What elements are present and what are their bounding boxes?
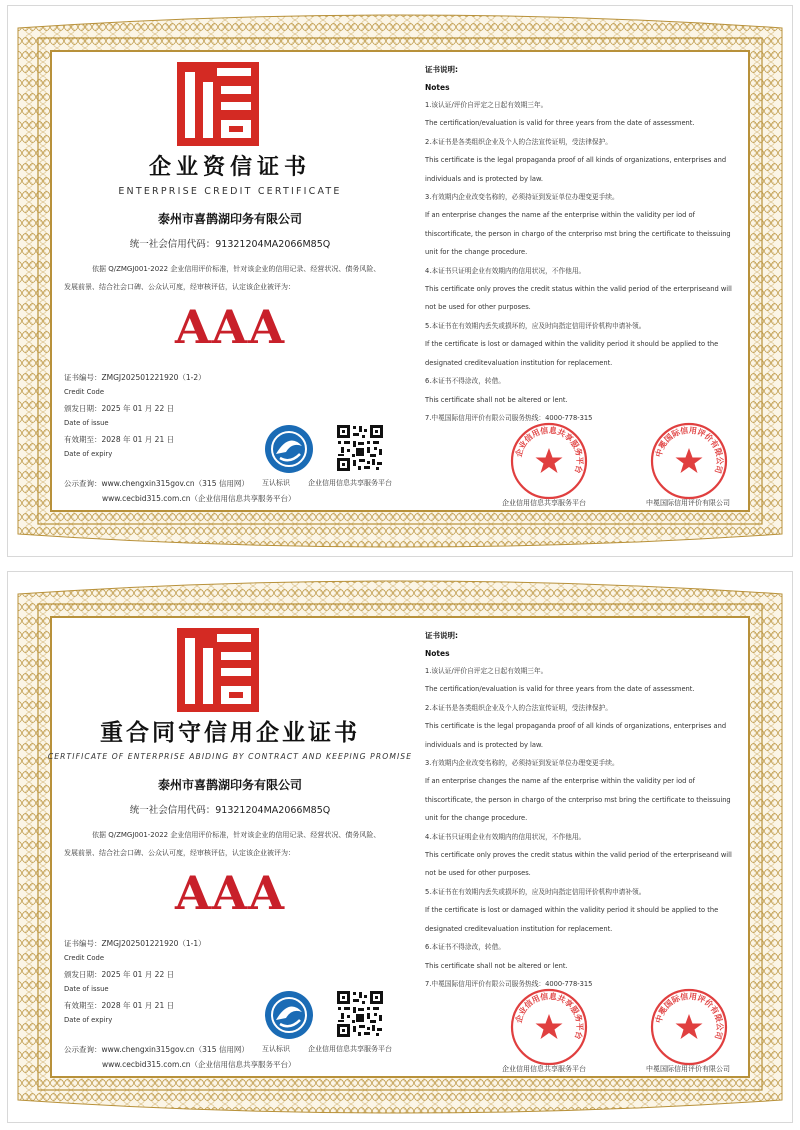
notes-line: The certification/evaluation is valid for three years from the date of assessment. [425, 119, 695, 128]
expiry-date-en: Date of expiry [64, 450, 113, 459]
notes-line: If the certificate is lost or damaged within the validity period it should be applied to the [425, 340, 719, 349]
query-line-2: www.cecbid315.com.cn（企业信用信息共享服务平台） [102, 1060, 296, 1069]
certificate-body [47, 616, 750, 1078]
mutual-recognition-emblem-icon [264, 990, 314, 1040]
notes-line: If an enterprise changes the name af the enterprise within the validity per iod of [425, 211, 695, 220]
notes-line: This certificate is the legal propaganda proof of all kinds of organizations, enterprises and [425, 156, 727, 165]
notes-title: 证书说明: [425, 65, 458, 74]
notes-line: 1.该认证/评价自评定之日起有效期三年。 [425, 101, 548, 109]
credit-rating: AAA [174, 866, 286, 920]
notes-line: not be used for other purposes. [425, 303, 531, 312]
certificate-meta [64, 936, 206, 1028]
query-line-2: www.cecbid315.com.cn（企业信用信息共享服务平台） [102, 494, 296, 503]
notes-line: 6.本证书不得涂改，转借。 [425, 377, 505, 386]
basis-text-line1: 依据 Q/ZMGJ001-2022 企业信用评价标准，针对该企业的信用记录、经营状况、债务风险、 [92, 831, 381, 839]
qr-code-icon[interactable] [336, 990, 384, 1038]
svg-text:企业信用信息共享服务平台: 企业信用信息共享服务平台 [514, 991, 585, 1041]
issue-date: 颁发日期：2025 年 01 月 22 日 [64, 969, 175, 979]
notes-line: unit for the change procedure. [425, 814, 528, 823]
notes-line: If an enterprise changes the name af the enterprise within the validity per iod of [425, 777, 695, 786]
notes-line: designated creditevaluation institution for replacement. [425, 924, 613, 933]
notes-line: This certificate is the legal propaganda proof of all kinds of organizations, enterprises and [425, 722, 727, 731]
issue-date-en: Date of issue [64, 985, 109, 994]
notes-line: 4.本证书只证明企业有效期内的信用状况，不作他用。 [425, 266, 586, 275]
qr-code-icon[interactable] [336, 424, 384, 472]
notes-line: 6.本证书不得涂改，转借。 [425, 943, 505, 952]
cert-number: 证书编号：ZMGJ202501221920（1-2） [64, 373, 206, 382]
notes-subtitle: Notes [425, 649, 450, 658]
mutual-recognition-label: 互认标识 [262, 479, 290, 487]
mutual-recognition-label: 互认标识 [262, 1045, 290, 1053]
notes-line: This certificate only proves the credit status within the valid period of the erterpriseand will [425, 285, 732, 294]
certificate-subtitle: ENTERPRISE CREDIT CERTIFICATE [118, 186, 342, 197]
notes-line: individuals and is protected by law. [425, 740, 543, 749]
notes-line: 2.本证书是各类组织企业及个人的合法宣传证明，受法律保护。 [425, 703, 612, 712]
expiry-date: 有效期至：2028 年 01 月 21 日 [64, 1000, 175, 1010]
svg-text:中冕国际信用评价有限公司: 中冕国际信用评价有限公司 [654, 425, 725, 475]
seal-right-label: 中冕国际信用评价有限公司 [646, 1065, 730, 1073]
notes-line: 5.本证书在有效期内丢失或损坏的，应及时向指定信用评价机构申请补领。 [425, 321, 646, 330]
notes-line: 4.本证书只证明企业有效期内的信用状况，不作他用。 [425, 832, 586, 841]
credit-logo-icon [177, 62, 259, 146]
certificate-title: 重合同守信用企业证书 [100, 719, 360, 746]
notes-line: This certificate shall not be altered or lent. [425, 961, 568, 970]
notes-title: 证书说明: [425, 631, 458, 640]
basis-text-line2: 发展前景、结合社会口碑、公众认可度，经审核评估，认定该企业被评为： [64, 849, 295, 857]
platform-label: 企业信用信息共享服务平台 [308, 479, 392, 487]
company-name: 泰州市喜鹊湖印务有限公司 [157, 778, 302, 792]
notes-subtitle: Notes [425, 83, 450, 92]
credit-logo-icon [177, 628, 259, 712]
platform-label: 企业信用信息共享服务平台 [308, 1045, 392, 1053]
notes-line: 3.有效期内企业改变名称的，必须持证到发证单位办理变更手续。 [425, 193, 619, 202]
certificate-enterprise-credit [8, 6, 792, 556]
credit-rating: AAA [174, 300, 286, 354]
notes-panel [425, 630, 745, 993]
certificate-body [50, 50, 750, 512]
basis-text-line2: 发展前景、结合社会口碑、公众认可度，经审核评估，认定该企业被评为： [64, 283, 295, 291]
notes-line: 7.中冕国际信用评价有限公司服务热线：4000-778-315 [425, 413, 593, 422]
notes-line: This certificate shall not be altered or lent. [425, 395, 568, 404]
seal-left-label: 企业信用信息共享服务平台 [502, 1065, 586, 1073]
company-seal-icon [650, 988, 728, 1066]
company-seal-icon [650, 422, 728, 500]
notes-line: not be used for other purposes. [425, 869, 531, 878]
cert-number-en: Credit Code [64, 388, 105, 397]
notes-line: 5.本证书在有效期内丢失或损坏的，应及时向指定信用评价机构申请补领。 [425, 887, 646, 896]
cert-number-en: Credit Code [64, 954, 105, 963]
notes-line: The certification/evaluation is valid for three years from the date of assessment. [425, 685, 695, 694]
company-name: 泰州市喜鹊湖印务有限公司 [157, 212, 302, 226]
notes-line: thiscortificate, the person in chargo of the cnterpriso mst bring the certificate to theissuing [425, 795, 731, 804]
notes-line: unit for the change procedure. [425, 248, 528, 257]
expiry-date-en: Date of expiry [64, 1016, 113, 1025]
svg-text:企业信用信息共享服务平台: 企业信用信息共享服务平台 [514, 425, 585, 475]
certificate-subtitle: CERTIFICATE OF ENTERPRISE ABIDING BY CONTRACT AND KEEPING PROMISE [47, 752, 413, 761]
issue-date-en: Date of issue [64, 419, 109, 428]
notes-line: 2.本证书是各类组织企业及个人的合法宣传证明，受法律保护。 [425, 137, 612, 146]
svg-text:中冕国际信用评价有限公司: 中冕国际信用评价有限公司 [654, 991, 725, 1041]
certificate-left-panel [50, 50, 410, 512]
notes-line: designated creditevaluation institution for replacement. [425, 358, 613, 367]
certificate-meta [64, 370, 206, 462]
credit-code: 统一社会信用代码：91321204MA2066M85Q [129, 805, 331, 816]
notes-panel [425, 64, 745, 427]
notes-line: individuals and is protected by law. [425, 174, 543, 183]
notes-line: If the certificate is lost or damaged within the validity period it should be applied to the [425, 906, 719, 915]
seal-left-label: 企业信用信息共享服务平台 [502, 499, 586, 507]
platform-seal-icon [510, 422, 588, 500]
expiry-date: 有效期至：2028 年 01 月 21 日 [64, 434, 175, 444]
notes-line: 7.中冕国际信用评价有限公司服务热线：4000-778-315 [425, 979, 593, 988]
seal-right-label: 中冕国际信用评价有限公司 [646, 499, 730, 507]
mutual-recognition-emblem-icon [264, 424, 314, 474]
basis-text-line1: 依据 Q/ZMGJ001-2022 企业信用评价标准，针对该企业的信用记录、经营状况、债务风险、 [92, 265, 381, 273]
certificate-contract-abiding [8, 572, 792, 1122]
certificate-left-panel [47, 616, 413, 1078]
issue-date: 颁发日期：2025 年 01 月 22 日 [64, 403, 175, 413]
notes-line: thiscortificate, the person in chargo of the cnterpriso mst bring the certificate to theissuing [425, 229, 731, 238]
cert-number: 证书编号：ZMGJ202501221920（1-1） [64, 939, 206, 948]
platform-seal-icon [510, 988, 588, 1066]
notes-line: 3.有效期内企业改变名称的，必须持证到发证单位办理变更手续。 [425, 759, 619, 768]
certificate-title: 企业资信证书 [148, 154, 311, 180]
credit-code: 统一社会信用代码：91321204MA2066M85Q [129, 239, 331, 250]
query-line-1: 公示查询：www.chengxin315gov.cn（315 信用网） [64, 479, 249, 488]
notes-line: 1.该认证/评价自评定之日起有效期三年。 [425, 667, 548, 675]
notes-line: This certificate only proves the credit status within the valid period of the erterpriseand will [425, 851, 732, 860]
query-line-1: 公示查询：www.chengxin315gov.cn（315 信用网） [64, 1045, 249, 1054]
